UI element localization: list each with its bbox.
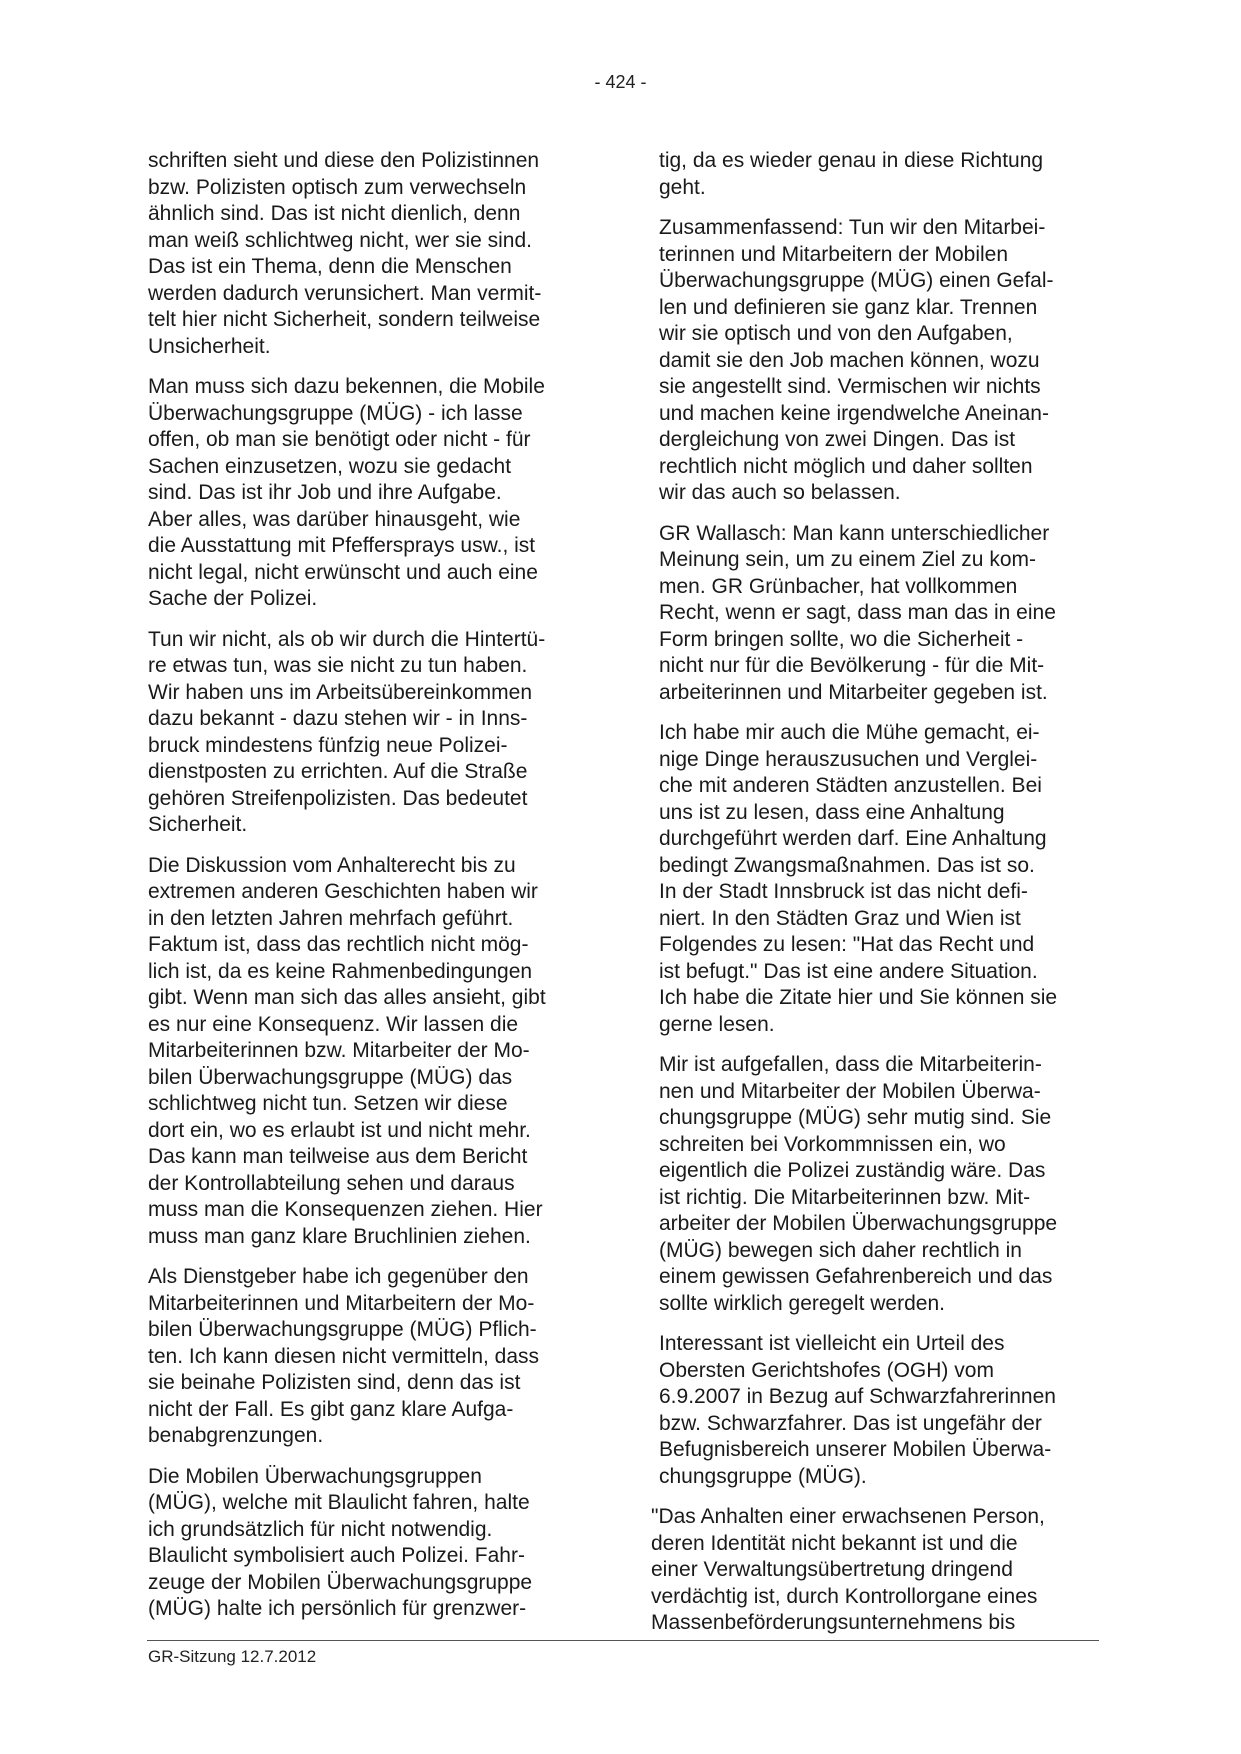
right-column — [651, 148, 1109, 1651]
quote-paragraph: "Das Anhalten einer erwachsenen Person, deren Identität nicht bekannt ist und die einer Verwaltungsübertretung dringend verdächtig ist, durch Kontrollorgane eines Massenbeförderungsunternehmens bis — [651, 1505, 1045, 1634]
left-column — [148, 148, 598, 1637]
paragraph: Interessant ist vielleicht ein Urteil des Obersten Gerichtshofes (OGH) vom 6.9.2007 in Bezug auf Schwarzfahrerinnen bzw. Schwarzfahrer. Das ist ungefähr der Befugnisbereich unserer Mobilen Überwa- chungsgruppe (MÜG). — [659, 1332, 1056, 1488]
paragraph: Tun wir nicht, als ob wir durch die Hintertü- re etwas tun, was sie nicht zu tun haben. Wir haben uns im Arbeitsübereinkommen dazu bekannt - dazu stehen wir - in Inns- bruck mindestens fünfzig neue Polizei- dienstposten zu errichten. Auf die Straße gehören Streifenpolizisten. Das bedeutet Sicherheit. — [148, 627, 546, 836]
speaker-paragraph: GR Wallasch: Man kann unterschiedlicher Meinung sein, um zu einem Ziel zu kom- men. GR Grünbacher, hat vollkommen Recht, wenn er sagt, dass man das in eine Form bringen sollte, wo die Sicherheit - nicht nur für die Bevölkerung - für die Mit- arbeiterinnen und Mitarbeiter gegeben ist. — [659, 521, 1056, 704]
paragraph: Mir ist aufgefallen, dass die Mitarbeiterin- nen und Mitarbeiter der Mobilen Überwa- chungsgruppe (MÜG) sehr mutig sind. Sie schreiten bei Vorkommnissen ein, wo eigentlich die Polizei zuständig wäre. Das ist richtig. Die Mitarbeiterinnen bzw. Mit- arbeiter der Mobilen Überwachungsgruppe (MÜG) bewegen sich daher rechtlich in einem gewissen Gefahrenbereich und das sollte wirklich geregelt werden. — [659, 1053, 1058, 1315]
paragraph: schriften sieht und diese den Polizistinnen bzw. Polizisten optisch zum verwechseln ähnlich sind. Das ist nicht dienlich, denn man weiß schlichtweg nicht, wer sie sind. Das ist ein Thema, denn die Menschen werden dadurch verunsichert. Man vermit- telt hier nicht Sicherheit, sondern teilweise Unsicherheit. — [148, 149, 542, 358]
footer-session-date: GR-Sitzung 12.7.2012 — [148, 1647, 317, 1666]
paragraph: Die Diskussion vom Anhalterecht bis zu extremen anderen Geschichten haben wir in den letzten Jahren mehrfach geführt. Faktum ist, dass das rechtlich nicht mög- lich ist, da es keine Rahmenbedingungen gibt. Wenn man sich das alles ansieht, gibt es nur eine Konsequenz. Wir lassen die Mitarbeiterinnen bzw. Mitarbeiter der Mo- bilen Überwachungsgruppe (MÜG) das schlichtweg nicht tun. Setzen wir diese dort ein, wo es erlaubt ist und nicht mehr. Das kann man teilweise aus dem Bericht der Kontrollabteilung sehen und daraus muss man die Konsequenzen ziehen. Hier muss man ganz klare Bruchlinien ziehen. — [148, 853, 546, 1248]
page-number: - 424 - — [594, 72, 647, 92]
paragraph: tig, da es wieder genau in diese Richtung geht. — [659, 149, 1044, 199]
footer-divider — [147, 1640, 1099, 1641]
paragraph: Zusammenfassend: Tun wir den Mitarbei- terinnen und Mitarbeitern der Mobilen Überwachungsgruppe (MÜG) einen Gefal- len und definieren sie ganz klar. Trennen wir sie optisch und von den Aufgaben, damit sie den Job machen können, wozu sie angestellt sind. Vermischen wir nichts und machen keine irgendwelche Aneinan- dergleichung von zwei Dingen. Das ist rechtlich nicht möglich und daher sollten wir das auch so belassen. — [659, 216, 1054, 504]
paragraph: Die Mobilen Überwachungsgruppen (MÜG), welche mit Blaulicht fahren, halte ich grundsätzlich für nicht notwendig. Blaulicht symbolisiert auch Polizei. Fahr- zeuge der Mobilen Überwachungsgruppe (MÜG) halte ich persönlich für grenzwer- — [148, 1464, 533, 1620]
paragraph: Ich habe mir auch die Mühe gemacht, ei- nige Dinge herauszusuchen und Verglei- che mit anderen Städten anzustellen. Bei uns ist zu lesen, dass eine Anhaltung durchgeführt werden darf. Eine Anhaltung bedingt Zwangsmaßnahmen. Das ist so. In der Stadt Innsbruck ist das nicht defi- niert. In den Städten Graz und Wien ist Folgendes zu lesen: "Hat das Recht und ist befugt." Das ist eine andere Situation. Ich habe die Zitate hier und Sie können sie gerne lesen. — [659, 721, 1058, 1036]
paragraph: Als Dienstgeber habe ich gegenüber den Mitarbeiterinnen und Mitarbeitern der Mo- bilen Überwachungsgruppe (MÜG) Pflich- ten. Ich kann diesen nicht vermitteln, dass sie beinahe Polizisten sind, denn das ist nicht der Fall. Es gibt ganz klare Aufga- benabgrenzungen. — [148, 1265, 540, 1447]
paragraph: Man muss sich dazu bekennen, die Mobile Überwachungsgruppe (MÜG) - ich lasse offen, ob man sie benötigt oder nicht - für Sachen einzusetzen, wozu sie gedacht sind. Das ist ihr Job und ihre Aufgabe. Aber alles, was darüber hinausgeht, wie die Ausstattung mit Pfeffersprays usw., ist nicht legal, nicht erwünscht und auch eine Sache der Polizei. — [148, 375, 545, 610]
